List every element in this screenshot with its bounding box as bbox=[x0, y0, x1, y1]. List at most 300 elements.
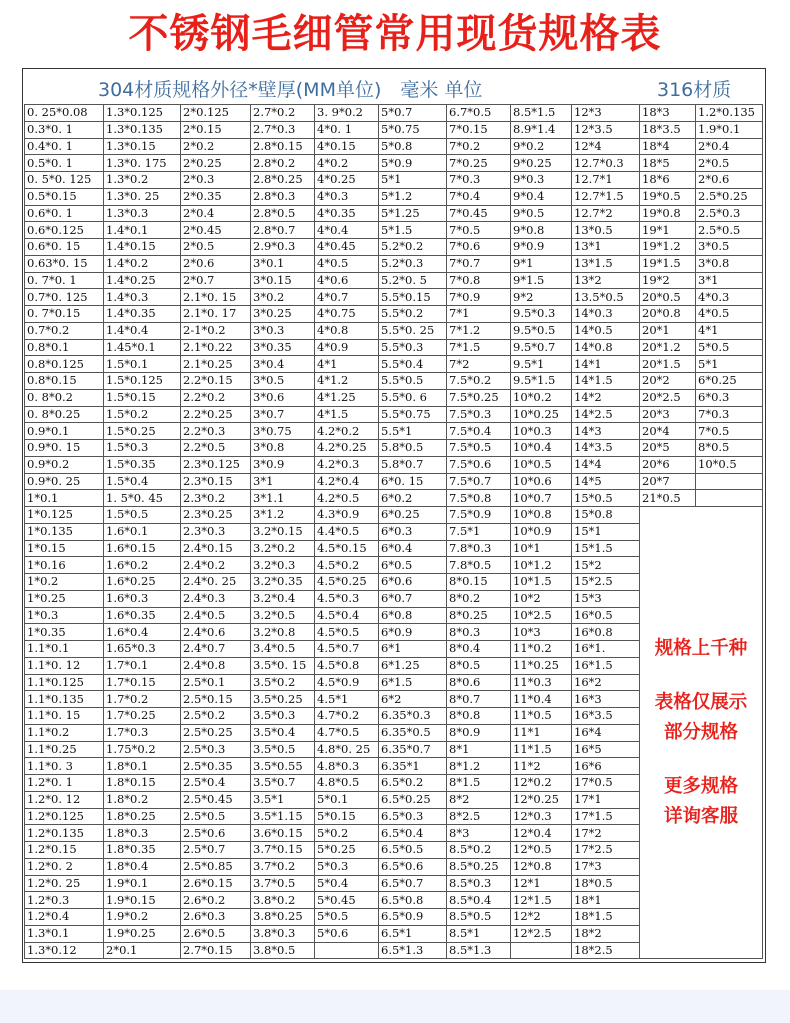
spec-cell: 1.3*0. 25 bbox=[104, 188, 181, 205]
spec-cell: 4*0. 1 bbox=[315, 121, 379, 138]
spec-cell: 2.6*0.5 bbox=[181, 925, 251, 942]
spec-cell: 1.3*0.125 bbox=[104, 105, 181, 122]
spec-cell: 5*0.5 bbox=[315, 909, 379, 926]
spec-cell: 0.63*0. 15 bbox=[25, 255, 104, 272]
spec-cell: 1*0.25 bbox=[25, 590, 104, 607]
spec-cell: 2.5*0.4 bbox=[181, 775, 251, 792]
spec-cell: 0.8*0.1 bbox=[25, 339, 104, 356]
spec-cell: 2.5*0.45 bbox=[181, 791, 251, 808]
spec-cell: 0.3*0. 1 bbox=[25, 121, 104, 138]
spec-cell: 6*0.9 bbox=[379, 624, 447, 641]
spec-cell: 8*2.5 bbox=[447, 808, 511, 825]
spec-cell: 1.6*0.3 bbox=[104, 590, 181, 607]
spec-cell: 2*0.45 bbox=[181, 222, 251, 239]
spec-cell: 6.5*0.9 bbox=[379, 909, 447, 926]
spec-cell: 7.5*0.8 bbox=[447, 490, 511, 507]
spec-cell: 18*2 bbox=[572, 925, 640, 942]
spec-cell: 9.5*0.5 bbox=[511, 322, 572, 339]
spec-cell: 9.5*0.3 bbox=[511, 306, 572, 323]
spec-cell: 9*0.5 bbox=[511, 205, 572, 222]
spec-cell: 14*1.5 bbox=[572, 373, 640, 390]
spec-cell: 4.5*0.7 bbox=[315, 641, 379, 658]
spec-cell: 2.5*0.25 bbox=[696, 188, 763, 205]
spec-cell: 14*1 bbox=[572, 356, 640, 373]
spec-cell: 10*3 bbox=[511, 624, 572, 641]
spec-cell: 3*0.4 bbox=[251, 356, 315, 373]
spec-cell: 0.5*0.15 bbox=[25, 188, 104, 205]
spec-cell: 6*0.4 bbox=[379, 540, 447, 557]
spec-cell: 16*5 bbox=[572, 741, 640, 758]
spec-cell: 10*0.3 bbox=[511, 423, 572, 440]
spec-cell: 7*0.7 bbox=[447, 255, 511, 272]
spec-cell: 11*1 bbox=[511, 724, 572, 741]
spec-cell: 10*1.2 bbox=[511, 557, 572, 574]
spec-cell: 4.7*0.5 bbox=[315, 724, 379, 741]
spec-cell: 4*0.5 bbox=[315, 255, 379, 272]
spec-cell: 10*0.25 bbox=[511, 406, 572, 423]
spec-cell: 7*0.6 bbox=[447, 239, 511, 256]
spec-cell: 11*1.5 bbox=[511, 741, 572, 758]
spec-cell: 2.8*0.15 bbox=[251, 138, 315, 155]
spec-cell: 1.6*0.2 bbox=[104, 557, 181, 574]
spec-cell: 9.5*1.5 bbox=[511, 373, 572, 390]
spec-cell: 1.8*0.15 bbox=[104, 775, 181, 792]
spec-cell: 14*4 bbox=[572, 456, 640, 473]
spec-cell: 1.9*0.1 bbox=[696, 121, 763, 138]
spec-cell: 1*0.135 bbox=[25, 523, 104, 540]
spec-cell: 2*0.4 bbox=[696, 138, 763, 155]
spec-cell: 3*0.2 bbox=[251, 289, 315, 306]
spec-cell: 7.5*0.25 bbox=[447, 389, 511, 406]
spec-cell: 6*1 bbox=[379, 641, 447, 658]
spec-cell: 3.2*0.3 bbox=[251, 557, 315, 574]
spec-cell: 1.8*0.4 bbox=[104, 858, 181, 875]
spec-cell: 2.2*0.25 bbox=[181, 406, 251, 423]
spec-cell: 20*5 bbox=[640, 440, 696, 457]
spec-cell: 2.3*0.3 bbox=[181, 523, 251, 540]
spec-cell: 11*0.4 bbox=[511, 691, 572, 708]
spec-cell: 6.35*1 bbox=[379, 758, 447, 775]
spec-cell: 1*0.15 bbox=[25, 540, 104, 557]
spec-cell: 6*0. 15 bbox=[379, 473, 447, 490]
spec-cell: 17*1 bbox=[572, 791, 640, 808]
spec-cell: 0.8*0.125 bbox=[25, 356, 104, 373]
spec-cell: 1.2*0.125 bbox=[25, 808, 104, 825]
spec-cell: 1.3*0.1 bbox=[25, 925, 104, 942]
spec-cell: 1.4*0.2 bbox=[104, 255, 181, 272]
spec-cell: 2.8*0.5 bbox=[251, 205, 315, 222]
spec-cell: 3*1 bbox=[251, 473, 315, 490]
table-row bbox=[25, 205, 763, 222]
spec-cell: 3.8*0.25 bbox=[251, 909, 315, 926]
spec-cell: 6.5*0.3 bbox=[379, 808, 447, 825]
spec-cell: 10*0.5 bbox=[696, 456, 763, 473]
spec-cell: 2*0.6 bbox=[696, 172, 763, 189]
spec-cell: 3*0.7 bbox=[251, 406, 315, 423]
spec-cell: 7.5*0.7 bbox=[447, 473, 511, 490]
spec-cell: 6.5*0.4 bbox=[379, 825, 447, 842]
spec-cell bbox=[511, 942, 572, 959]
spec-cell: 1.4*0.35 bbox=[104, 306, 181, 323]
spec-cell: 6*0.8 bbox=[379, 607, 447, 624]
spec-cell: 17*2 bbox=[572, 825, 640, 842]
spec-cell: 5.5*0.2 bbox=[379, 306, 447, 323]
spec-cell: 2.4*0.6 bbox=[181, 624, 251, 641]
spec-cell: 4*0.3 bbox=[315, 188, 379, 205]
spec-cell: 12.7*1 bbox=[572, 172, 640, 189]
spec-cell: 3.5*0.5 bbox=[251, 741, 315, 758]
spec-cell: 6*2 bbox=[379, 691, 447, 708]
spec-cell: 3.5*0.3 bbox=[251, 708, 315, 725]
spec-cell: 0.9*0. 25 bbox=[25, 473, 104, 490]
spec-cell: 2.5*0.35 bbox=[181, 758, 251, 775]
spec-cell: 20*0.5 bbox=[640, 289, 696, 306]
spec-cell: 4.5*1 bbox=[315, 691, 379, 708]
spec-cell: 1.9*0.25 bbox=[104, 925, 181, 942]
spec-cell: 20*2.5 bbox=[640, 389, 696, 406]
spec-cell: 2.1*0. 17 bbox=[181, 306, 251, 323]
note-line-3b: 详询客服 bbox=[663, 805, 738, 827]
spec-cell: 8*0.3 bbox=[447, 624, 511, 641]
spec-cell: 2.3*0.2 bbox=[181, 490, 251, 507]
spec-cell: 5.5*0.75 bbox=[379, 406, 447, 423]
spec-cell: 1.6*0.35 bbox=[104, 607, 181, 624]
spec-cell: 18*5 bbox=[640, 155, 696, 172]
spec-cell: 4.2*0.3 bbox=[315, 456, 379, 473]
spec-cell: 2.5*0.1 bbox=[181, 674, 251, 691]
spec-cell: 4.5*0.9 bbox=[315, 674, 379, 691]
spec-cell: 2-1*0.2 bbox=[181, 322, 251, 339]
spec-cell: 4.8*0.3 bbox=[315, 758, 379, 775]
spec-cell: 14*3.5 bbox=[572, 440, 640, 457]
spec-cell: 7*0.3 bbox=[447, 172, 511, 189]
spec-cell: 5*0.75 bbox=[379, 121, 447, 138]
spec-cell: 12*3 bbox=[572, 105, 640, 122]
spec-cell: 3.5*0.4 bbox=[251, 724, 315, 741]
spec-cell: 20*7 bbox=[640, 473, 696, 490]
spec-cell: 3.8*0.2 bbox=[251, 892, 315, 909]
spec-cell: 4.2*0.25 bbox=[315, 440, 379, 457]
spec-cell: 13*1 bbox=[572, 239, 640, 256]
spec-cell: 1.3*0.135 bbox=[104, 121, 181, 138]
spec-cell: 18*0.5 bbox=[572, 875, 640, 892]
spec-cell: 12*0.5 bbox=[511, 842, 572, 859]
spec-cell: 6*0.25 bbox=[379, 507, 447, 524]
spec-cell: 2*0.4 bbox=[181, 205, 251, 222]
spec-cell: 2.7*0.3 bbox=[251, 121, 315, 138]
table-row bbox=[25, 188, 763, 205]
spec-cell: 1.45*0.1 bbox=[104, 339, 181, 356]
spec-cell: 7*0.4 bbox=[447, 188, 511, 205]
spec-cell: 0.7*0. 125 bbox=[25, 289, 104, 306]
spec-cell: 0.4*0. 1 bbox=[25, 138, 104, 155]
table-row bbox=[25, 239, 763, 256]
spec-cell: 4.5*0.4 bbox=[315, 607, 379, 624]
spec-cell: 1.7*0.3 bbox=[104, 724, 181, 741]
spec-cell: 10*0.5 bbox=[511, 456, 572, 473]
spec-cell: 2.5*0.3 bbox=[696, 205, 763, 222]
spec-cell: 2.8*0.7 bbox=[251, 222, 315, 239]
spec-cell: 8*0.9 bbox=[447, 724, 511, 741]
spec-cell: 5*0.15 bbox=[315, 808, 379, 825]
spec-cell: 5*0.2 bbox=[315, 825, 379, 842]
spec-cell: 13.5*0.5 bbox=[572, 289, 640, 306]
footer-band bbox=[0, 990, 790, 1023]
table-row bbox=[25, 456, 763, 473]
spec-cell: 12*0.8 bbox=[511, 858, 572, 875]
spec-cell: 7*0.5 bbox=[696, 423, 763, 440]
spec-cell: 2.3*0.25 bbox=[181, 507, 251, 524]
spec-cell: 0.6*0.125 bbox=[25, 222, 104, 239]
spec-cell: 1.1*0.2 bbox=[25, 724, 104, 741]
spec-cell: 2*0.1 bbox=[104, 942, 181, 959]
spec-cell: 6.7*0.5 bbox=[447, 105, 511, 122]
spec-cell: 5.2*0.3 bbox=[379, 255, 447, 272]
spec-cell: 2.8*0.3 bbox=[251, 188, 315, 205]
spec-cell: 1.5*0.25 bbox=[104, 423, 181, 440]
spec-cell: 8*0.7 bbox=[447, 691, 511, 708]
spec-cell: 1*0.16 bbox=[25, 557, 104, 574]
spec-cell: 6*0.3 bbox=[379, 523, 447, 540]
spec-cell: 12*1 bbox=[511, 875, 572, 892]
spec-cell: 1.2*0. 1 bbox=[25, 775, 104, 792]
spec-cell: 8*0.4 bbox=[447, 641, 511, 658]
spec-cell: 4.7*0.2 bbox=[315, 708, 379, 725]
spec-cell: 4.2*0.4 bbox=[315, 473, 379, 490]
spec-cell: 2*0.2 bbox=[181, 138, 251, 155]
spec-cell: 8.5*0.4 bbox=[447, 892, 511, 909]
spec-cell: 1. 5*0. 45 bbox=[104, 490, 181, 507]
spec-cell: 8*0.25 bbox=[447, 607, 511, 624]
spec-cell: 5*1 bbox=[696, 356, 763, 373]
spec-cell: 1.4*0.4 bbox=[104, 322, 181, 339]
spec-cell: 10*0.8 bbox=[511, 507, 572, 524]
spec-cell: 7*0.2 bbox=[447, 138, 511, 155]
spec-cell: 16*0.8 bbox=[572, 624, 640, 641]
spec-cell: 6.5*0.2 bbox=[379, 775, 447, 792]
spec-cell: 2.7*0.2 bbox=[251, 105, 315, 122]
spec-cell: 6*0.6 bbox=[379, 574, 447, 591]
spec-cell: 6.5*1.3 bbox=[379, 942, 447, 959]
spec-cell: 8.5*0.25 bbox=[447, 858, 511, 875]
spec-cell: 20*4 bbox=[640, 423, 696, 440]
spec-cell: 2.4*0.5 bbox=[181, 607, 251, 624]
spec-cell: 2.8*0.25 bbox=[251, 172, 315, 189]
spec-cell: 1.1*0. 3 bbox=[25, 758, 104, 775]
spec-cell: 1.4*0.25 bbox=[104, 272, 181, 289]
spec-cell: 3*0.8 bbox=[696, 255, 763, 272]
table-row bbox=[25, 406, 763, 423]
spec-cell: 2.4*0.15 bbox=[181, 540, 251, 557]
spec-cell: 3.6*0.15 bbox=[251, 825, 315, 842]
spec-cell: 1.7*0.25 bbox=[104, 708, 181, 725]
spec-cell: 7*0.9 bbox=[447, 289, 511, 306]
spec-cell: 1.9*0.15 bbox=[104, 892, 181, 909]
spec-cell: 7*0.45 bbox=[447, 205, 511, 222]
spec-cell: 4.3*0.9 bbox=[315, 507, 379, 524]
spec-cell: 5.5*1 bbox=[379, 423, 447, 440]
spec-cell: 3*0.75 bbox=[251, 423, 315, 440]
table-row bbox=[25, 255, 763, 272]
spec-cell: 9*0.3 bbox=[511, 172, 572, 189]
spec-cell: 2.5*0.85 bbox=[181, 858, 251, 875]
spec-cell: 11*0.3 bbox=[511, 674, 572, 691]
spec-cell: 0. 8*0.25 bbox=[25, 406, 104, 423]
spec-cell: 1.4*0.1 bbox=[104, 222, 181, 239]
spec-cell: 3*0.3 bbox=[251, 322, 315, 339]
spec-cell: 12*1.5 bbox=[511, 892, 572, 909]
spec-cell: 5*1.2 bbox=[379, 188, 447, 205]
spec-cell: 19*0.8 bbox=[640, 205, 696, 222]
spec-cell: 17*3 bbox=[572, 858, 640, 875]
spec-cell: 3*0.5 bbox=[251, 373, 315, 390]
spec-cell: 2.4*0.2 bbox=[181, 557, 251, 574]
spec-cell: 4.5*0.25 bbox=[315, 574, 379, 591]
spec-cell: 2.6*0.15 bbox=[181, 875, 251, 892]
spec-cell: 1.8*0.2 bbox=[104, 791, 181, 808]
spec-cell: 5.5*0. 25 bbox=[379, 322, 447, 339]
notes-panel bbox=[640, 507, 763, 959]
spec-cell: 5.2*0.2 bbox=[379, 239, 447, 256]
spec-cell: 7*0.8 bbox=[447, 272, 511, 289]
spec-cell: 2.2*0.2 bbox=[181, 389, 251, 406]
spec-cell: 1.3*0.12 bbox=[25, 942, 104, 959]
spec-cell: 1.4*0.15 bbox=[104, 239, 181, 256]
spec-cell: 7*1.2 bbox=[447, 322, 511, 339]
spec-cell: 0.9*0.1 bbox=[25, 423, 104, 440]
spec-cell: 18*6 bbox=[640, 172, 696, 189]
table-row bbox=[25, 490, 763, 507]
spec-cell: 12*0.3 bbox=[511, 808, 572, 825]
spec-cell: 7*1.5 bbox=[447, 339, 511, 356]
spec-cell: 4.8*0.5 bbox=[315, 775, 379, 792]
spec-cell: 10*0.6 bbox=[511, 473, 572, 490]
spec-cell: 4*1.25 bbox=[315, 389, 379, 406]
spec-cell: 8.5*0.3 bbox=[447, 875, 511, 892]
spec-cell: 2.1*0. 15 bbox=[181, 289, 251, 306]
spec-cell: 7*0.15 bbox=[447, 121, 511, 138]
spec-cell: 1.4*0.3 bbox=[104, 289, 181, 306]
spec-cell: 20*0.8 bbox=[640, 306, 696, 323]
spec-cell: 2.3*0.15 bbox=[181, 473, 251, 490]
spec-cell: 6.35*0.7 bbox=[379, 741, 447, 758]
spec-cell: 18*3.5 bbox=[640, 121, 696, 138]
table-row bbox=[25, 121, 763, 138]
spec-cell: 12*0.25 bbox=[511, 791, 572, 808]
spec-cell: 11*0.2 bbox=[511, 641, 572, 658]
spec-cell: 1.3*0. 175 bbox=[104, 155, 181, 172]
spec-cell: 1.1*0.135 bbox=[25, 691, 104, 708]
spec-cell: 5*1.5 bbox=[379, 222, 447, 239]
spec-cell: 1.6*0.1 bbox=[104, 523, 181, 540]
spec-cell: 1.6*0.4 bbox=[104, 624, 181, 641]
spec-cell: 7*0.25 bbox=[447, 155, 511, 172]
note-line-1: 规格上千种 bbox=[654, 637, 748, 659]
spec-cell: 9*0.8 bbox=[511, 222, 572, 239]
spec-cell: 1.1*0.1 bbox=[25, 641, 104, 658]
spec-cell: 16*1.5 bbox=[572, 657, 640, 674]
spec-cell: 5*0.5 bbox=[696, 339, 763, 356]
spec-cell: 13*1.5 bbox=[572, 255, 640, 272]
spec-cell: 4.5*0.15 bbox=[315, 540, 379, 557]
spec-cell: 6*0.3 bbox=[696, 389, 763, 406]
spec-cell: 7.5*0.3 bbox=[447, 406, 511, 423]
spec-cell: 20*6 bbox=[640, 456, 696, 473]
spec-cell: 17*2.5 bbox=[572, 842, 640, 859]
spec-cell: 10*0.2 bbox=[511, 389, 572, 406]
spec-cell: 4*0.35 bbox=[315, 205, 379, 222]
spec-cell: 1.7*0.15 bbox=[104, 674, 181, 691]
spec-cell: 1.8*0.1 bbox=[104, 758, 181, 775]
spec-cell: 5.8*0.5 bbox=[379, 440, 447, 457]
spec-cell: 1.2*0. 25 bbox=[25, 875, 104, 892]
spec-cell: 19*1.5 bbox=[640, 255, 696, 272]
spec-cell: 6.35*0.5 bbox=[379, 724, 447, 741]
spec-cell: 7*0.5 bbox=[447, 222, 511, 239]
spec-cell: 16*4 bbox=[572, 724, 640, 741]
spec-cell: 1.3*0.2 bbox=[104, 172, 181, 189]
spec-cell: 0.8*0.15 bbox=[25, 373, 104, 390]
spec-cell: 12*2.5 bbox=[511, 925, 572, 942]
spec-cell: 1.6*0.15 bbox=[104, 540, 181, 557]
spec-cell: 3.4*0.5 bbox=[251, 641, 315, 658]
spec-cell bbox=[696, 490, 763, 507]
spec-cell: 17*0.5 bbox=[572, 775, 640, 792]
table-row bbox=[25, 356, 763, 373]
spec-cell: 1.7*0.1 bbox=[104, 657, 181, 674]
spec-cell bbox=[696, 473, 763, 490]
spec-cell: 2*0.125 bbox=[181, 105, 251, 122]
spec-cell: 19*1.2 bbox=[640, 239, 696, 256]
spec-cell: 7.5*1 bbox=[447, 523, 511, 540]
spec-cell: 8.5*1.3 bbox=[447, 942, 511, 959]
spec-cell: 20*1.5 bbox=[640, 356, 696, 373]
spec-cell: 7*2 bbox=[447, 356, 511, 373]
spec-cell: 15*2.5 bbox=[572, 574, 640, 591]
spec-cell: 4*1 bbox=[315, 356, 379, 373]
spec-cell: 1.2*0.15 bbox=[25, 842, 104, 859]
spec-cell: 1.1*0. 12 bbox=[25, 657, 104, 674]
spec-cell: 5*1.25 bbox=[379, 205, 447, 222]
spec-cell: 1.8*0.35 bbox=[104, 842, 181, 859]
spec-cell: 14*2 bbox=[572, 389, 640, 406]
spec-cell: 12.7*0.3 bbox=[572, 155, 640, 172]
spec-cell: 12*0.4 bbox=[511, 825, 572, 842]
spec-table bbox=[24, 104, 763, 959]
spec-cell: 3.2*0.5 bbox=[251, 607, 315, 624]
spec-cell: 2*0.6 bbox=[181, 255, 251, 272]
spec-cell: 7.5*0.9 bbox=[447, 507, 511, 524]
spec-cell: 19*2 bbox=[640, 272, 696, 289]
spec-cell: 1.7*0.2 bbox=[104, 691, 181, 708]
spec-cell: 6.5*0.8 bbox=[379, 892, 447, 909]
spec-cell: 7*0.3 bbox=[696, 406, 763, 423]
spec-cell: 10*0.9 bbox=[511, 523, 572, 540]
spec-cell: 6.5*0.25 bbox=[379, 791, 447, 808]
spec-cell: 3.2*0.15 bbox=[251, 523, 315, 540]
spec-cell: 10*1.5 bbox=[511, 574, 572, 591]
spec-cell: 9*1 bbox=[511, 255, 572, 272]
spec-cell: 2.1*0.22 bbox=[181, 339, 251, 356]
spec-cell: 5.5*0.15 bbox=[379, 289, 447, 306]
spec-cell: 18*4 bbox=[640, 138, 696, 155]
spec-cell: 1.3*0.3 bbox=[104, 205, 181, 222]
spec-cell: 3.8*0.3 bbox=[251, 925, 315, 942]
spec-cell: 15*3 bbox=[572, 590, 640, 607]
table-row bbox=[25, 473, 763, 490]
spec-cell: 1.75*0.2 bbox=[104, 741, 181, 758]
spec-cell: 8*1.5 bbox=[447, 775, 511, 792]
